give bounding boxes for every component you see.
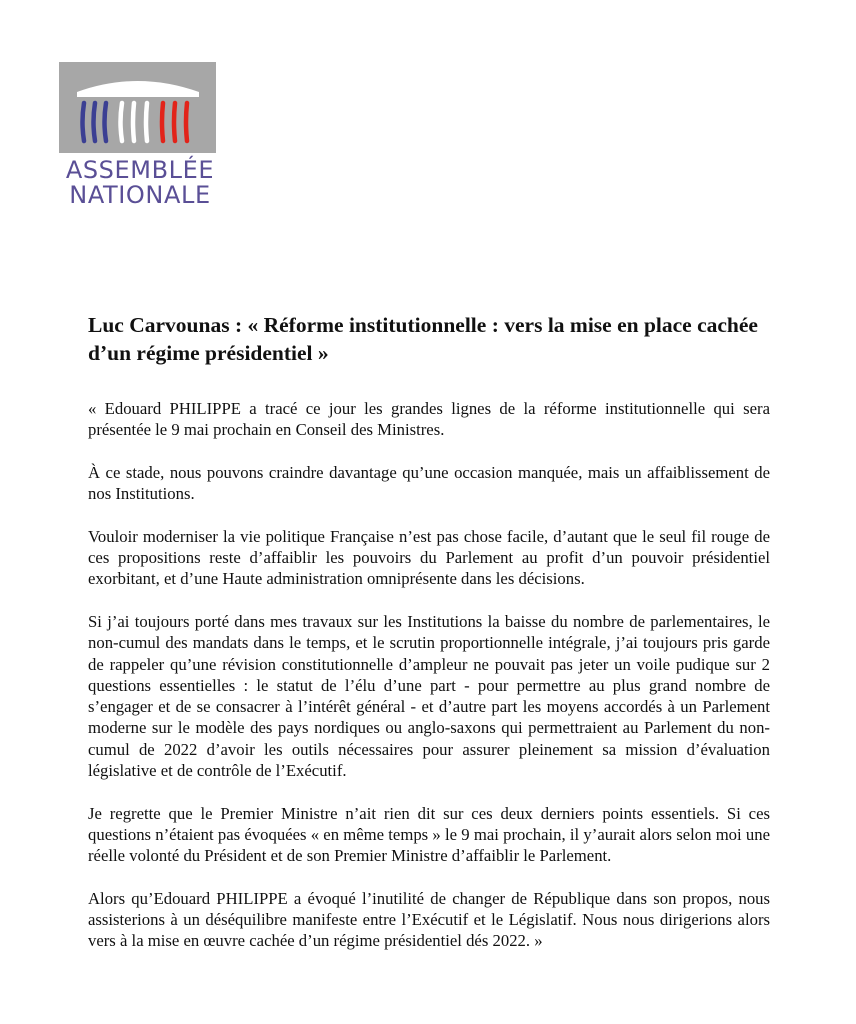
logo-column-white-1: [121, 103, 123, 141]
logo-wordmark: [55, 158, 225, 208]
logo-column-blue-2: [94, 103, 96, 141]
paragraph: Je regrette que le Premier Ministre n’ait rien dit sur ces deux derniers points essentiels. Si ces questions n’étaient pas évoquées « en même temps » le 9 mai prochain, il y’aurait alors selon moi une réelle volonté du Président et de son Premier Ministre d’affaiblir le Parlement.: [88, 803, 770, 866]
paragraph: « Edouard PHILIPPE a tracé ce jour les grandes lignes de la réforme institutionnelle qui sera présentée le 9 mai prochain en Conseil des Ministres.: [88, 399, 770, 440]
paragraph: Si j’ai toujours porté dans mes travaux sur les Institutions la baisse du nombre de parlementaires, le non-cumul des mandats dans le temps, et le scrutin proportionnelle intégrale, j’ai toujours pris garde de rappeler qu’une révision constitutionnelle d’ampleur ne pouvait pas jeter un voile pudique sur 2 questions essentielles : le statut de l’élu d’une part - pour permettre au plus grand nombre de s’engager et de se consacrer à l’intérêt général - et d’autre part les moyens accordés à un Parlement moderne sur le modèle des pays nordiques ou anglo-saxons qui permettraient au Parlement du non-cumul de 2022 d’avoir les outils nécessaires pour assurer pleinement sa mission d’évaluation législative et de contrôle de l’Exécutif.: [88, 611, 770, 781]
logo-column-red-2: [174, 103, 175, 141]
logo-column-blue-3: [105, 103, 107, 141]
logo-column-red-3: [186, 103, 187, 141]
press-release-body: [88, 398, 770, 973]
logo-column-blue-1: [83, 103, 85, 141]
hemicycle-logo-icon: [59, 62, 216, 153]
paragraph: Vouloir moderniser la vie politique Française n’est pas chose facile, d’autant que le seul fil rouge de ces propositions reste d’affaiblir les pouvoirs du Parlement au profit d’un pouvoir présidentiel exorbitant, et d’une Haute administration omniprésente dans les décisions.: [88, 526, 770, 589]
logo-column-red-1: [162, 103, 163, 141]
logo-column-white-2: [133, 103, 134, 141]
press-release-title: Luc Carvounas : « Réforme institutionnelle : vers la mise en place cachée d’un régime présidentiel »: [88, 313, 758, 365]
paragraph: Alors qu’Edouard PHILIPPE a évoqué l’inutilité de changer de République dans son propos, nous assisterions à un déséquilibre manifeste entre l’Exécutif et le Législatif. Nous nous dirigerions alors vers à la mise en œuvre cachée d’un régime présidentiel dés 2022. »: [88, 888, 770, 951]
logo-line-2: NATIONALE: [69, 181, 211, 209]
logo-line-1: ASSEMBLÉE: [65, 156, 215, 184]
logo-column-white-3: [146, 103, 147, 141]
paragraph: À ce stade, nous pouvons craindre davantage qu’une occasion manquée, mais un affaiblissement de nos Institutions.: [88, 462, 770, 504]
